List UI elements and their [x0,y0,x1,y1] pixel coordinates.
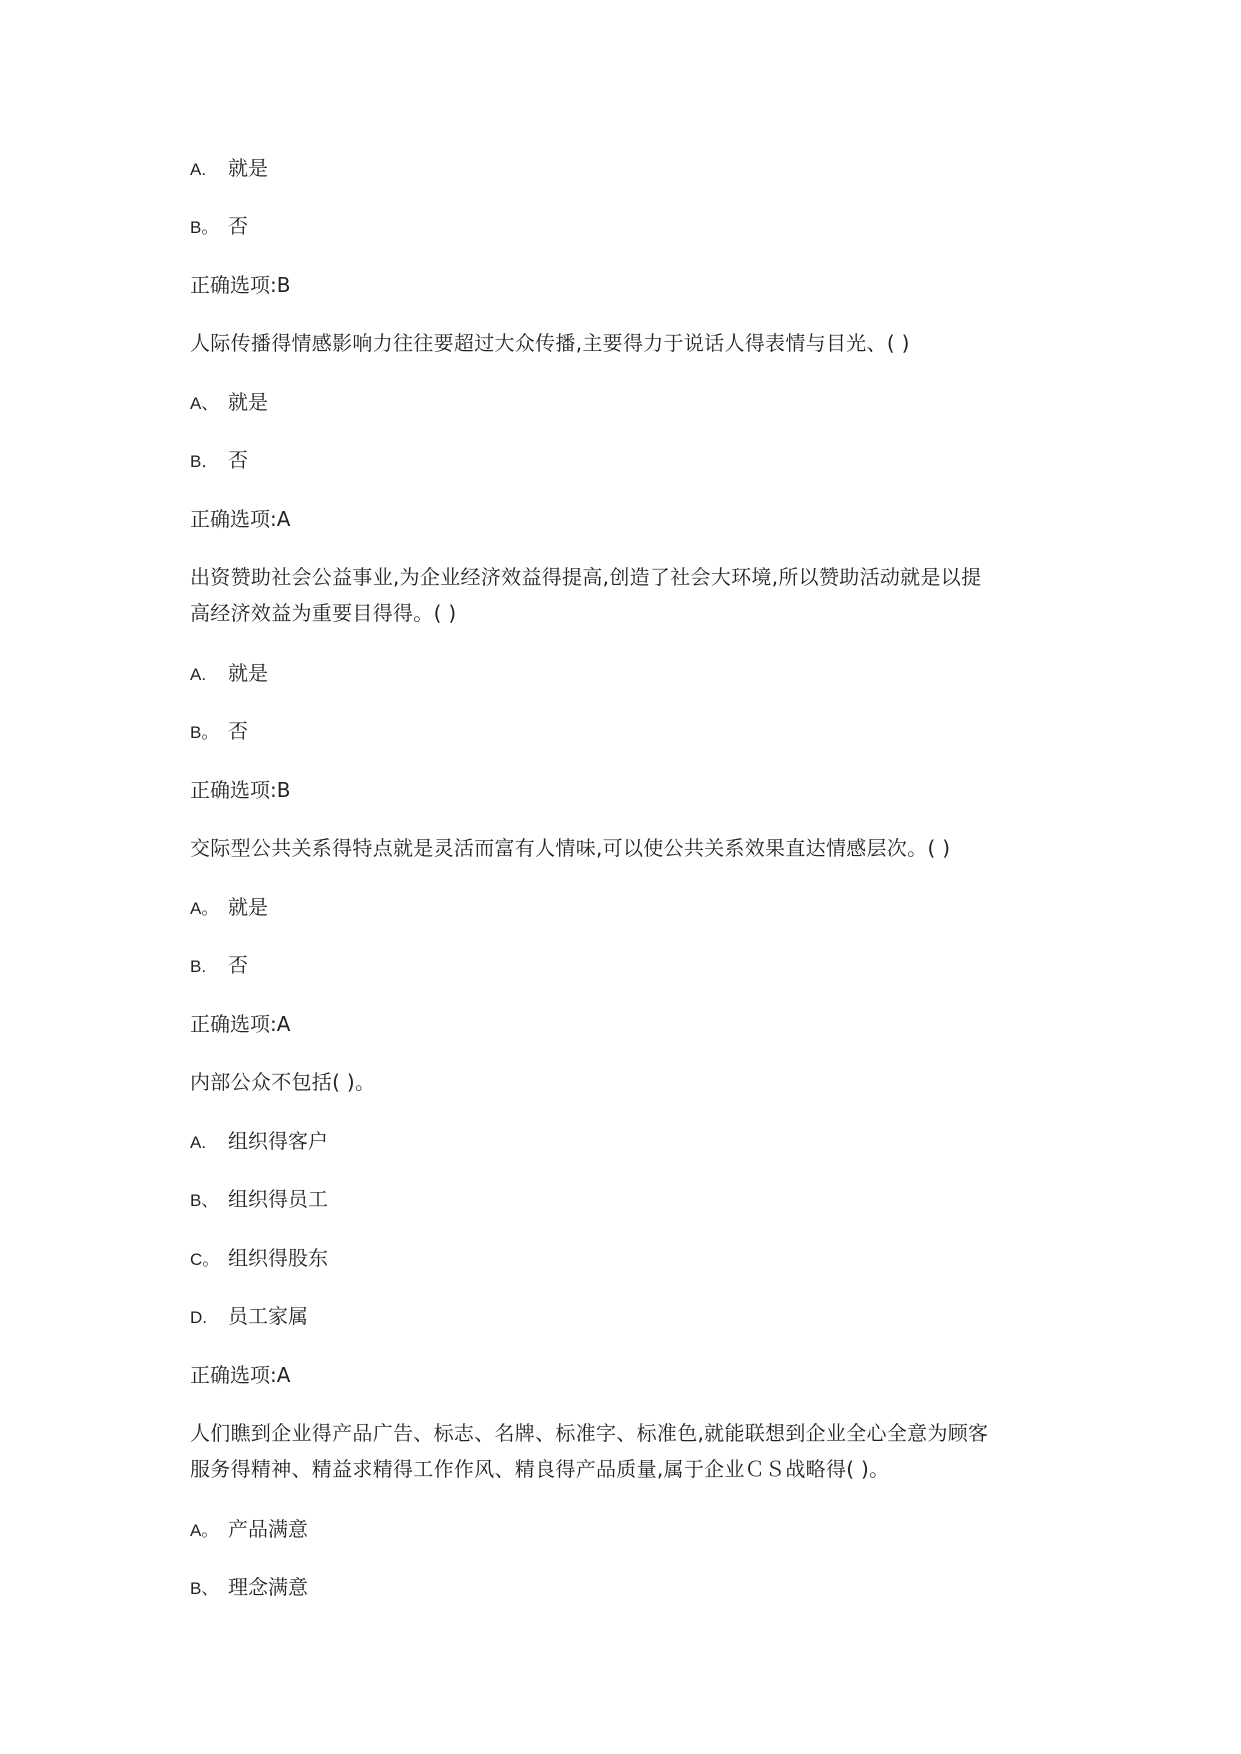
question-line: 出资赞助社会公益事业,为企业经济效益得提高,创造了社会大环境,所以赞助活动就是以提 [190,565,982,589]
option-text: 组织得员工 [228,1187,328,1211]
option-line [190,1511,308,1547]
option-line [190,655,268,691]
option-line [190,384,268,420]
option-line [190,442,248,478]
option-line [190,1181,328,1217]
option-text: 就是 [228,661,268,685]
question-line: 人际传播得情感影响力往往要超过大众传播,主要得力于说话人得表情与目光、( ) [190,331,910,355]
option-letter: C。 [190,1250,220,1269]
option-letter: A。 [190,1521,219,1540]
option-line [190,1123,328,1159]
answer-line: 正确选项:B [190,273,291,297]
option-text: 组织得客户 [228,1129,328,1153]
option-line [190,1298,308,1334]
question-line: 交际型公共关系得特点就是灵活而富有人情味,可以使公共关系效果直达情感层次。( ) [190,836,951,860]
option-text: 员工家属 [228,1304,308,1328]
question-line: 高经济效益为重要目得得。( ) [190,601,457,625]
option-line [190,889,268,925]
answer-line: 正确选项:A [190,507,291,531]
option-letter: B. [190,957,207,976]
option-letter: B。 [190,723,219,742]
option-letter: A. [190,665,207,684]
option-letter: D. [190,1308,207,1327]
option-line [190,150,268,186]
question-line: 人们瞧到企业得产品广告、标志、名牌、标准字、标准色,就能联想到企业全心全意为顾客 [190,1421,989,1445]
option-line [190,947,248,983]
option-letter: B、 [190,1579,219,1598]
option-text: 组织得股东 [228,1246,328,1270]
option-letter: B。 [190,218,219,237]
option-letter: B、 [190,1191,219,1210]
option-letter: A。 [190,899,219,918]
option-line [190,1240,328,1276]
option-line [190,1569,308,1605]
question-line: 服务得精神、精益求精得工作作风、精良得产品质量,属于企业ＣＳ战略得( )。 [190,1457,890,1481]
answer-line: 正确选项:A [190,1363,291,1387]
option-text: 理念满意 [228,1575,308,1599]
option-line [190,208,248,244]
option-line [190,713,248,749]
option-text: 就是 [228,895,268,919]
option-text: 产品满意 [228,1517,308,1541]
answer-line: 正确选项:B [190,778,291,802]
option-letter: A、 [190,394,219,413]
option-letter: B． [190,452,219,471]
question-line: 内部公众不包括( )。 [190,1070,376,1094]
answer-line: 正确选项:A [190,1012,291,1036]
option-text: 就是 [228,156,268,180]
option-text: 否 [228,214,248,238]
option-letter: A. [190,1133,207,1152]
option-text: 否 [228,953,248,977]
option-text: 否 [228,448,248,472]
option-letter: A. [190,160,207,179]
option-text: 否 [228,719,248,743]
option-text: 就是 [228,390,268,414]
